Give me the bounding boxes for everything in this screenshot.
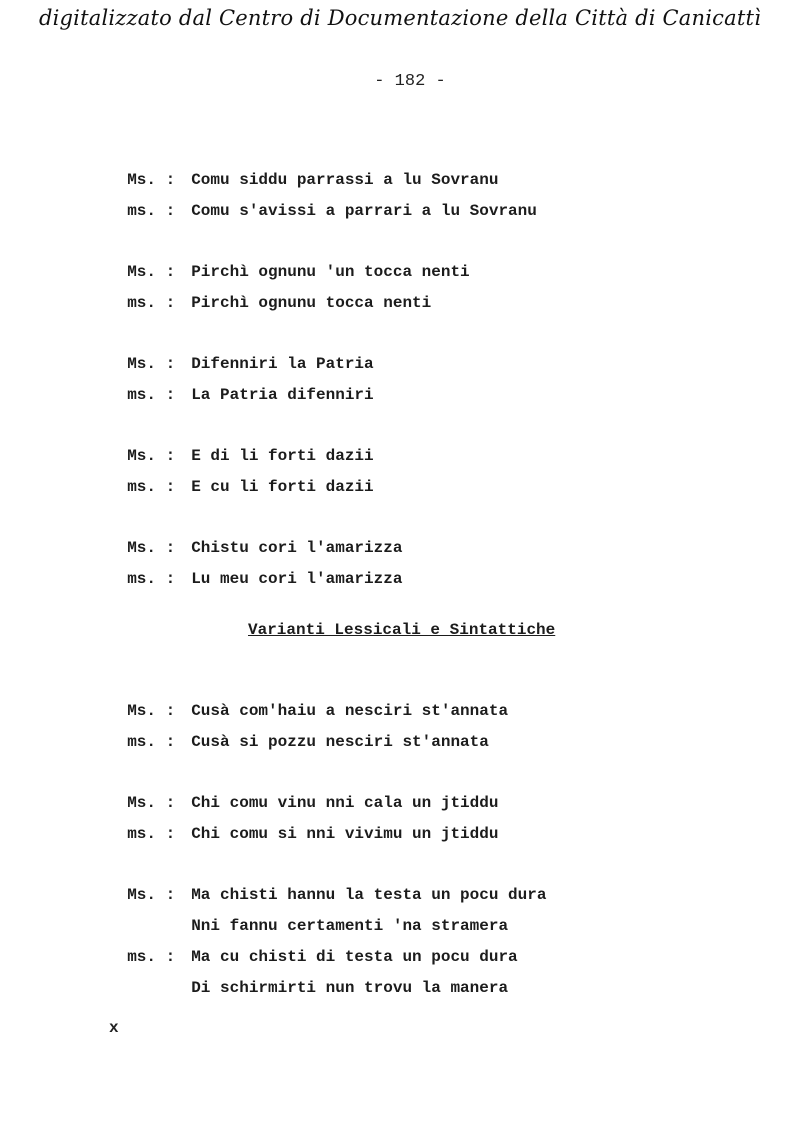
line-label: Ms. : <box>127 886 176 904</box>
variant-line-lower <box>108 365 374 405</box>
line-label: Ms. : <box>127 171 176 189</box>
line-text: Comu siddu parrassi a lu Sovranu <box>191 171 499 189</box>
line-label: ms. : <box>127 294 176 312</box>
line-label: Ms. : <box>127 447 176 465</box>
line-label: ms. : <box>127 733 176 751</box>
header-credit: digitalizzato dal Centro di Documentazione della Città di Canicattì <box>38 6 762 30</box>
line-text: Lu meu cori l'amarizza <box>191 570 403 588</box>
line-label: Ms. : <box>127 263 176 281</box>
line-text: Chistu cori l'amarizza <box>191 539 403 557</box>
variant-line-lower <box>108 273 431 313</box>
line-label: ms. : <box>127 570 176 588</box>
line-label: ms. : <box>127 948 176 966</box>
line-label: ms. : <box>127 386 176 404</box>
variant-line-lower <box>108 804 498 844</box>
line-text: Ma chisti hannu la testa un pocu dura <box>191 886 547 904</box>
line-label: Ms. : <box>127 702 176 720</box>
line-label: ms. : <box>127 478 176 496</box>
line-label: ms. : <box>127 202 176 220</box>
line-text: Chi comu vinu nni cala un jtiddu <box>191 794 499 812</box>
end-mark: x <box>109 1019 119 1037</box>
line-text: Chi comu si nni vivimu un jtiddu <box>191 825 499 843</box>
line-text: Difenniri la Patria <box>191 355 374 373</box>
line-label: Ms. : <box>127 355 176 373</box>
variant-line-lower <box>108 181 537 221</box>
variant-line-continuation <box>172 958 508 998</box>
line-text: La Patria difenniri <box>191 386 374 404</box>
line-text: E cu li forti dazii <box>191 478 374 496</box>
line-text: Cusà com'haiu a nesciri st'annata <box>191 702 509 720</box>
line-text: Pirchì ognunu 'un tocca nenti <box>191 263 470 281</box>
line-label: Ms. : <box>127 539 176 557</box>
variant-line-lower <box>108 457 374 497</box>
line-text: Comu s'avissi a parrari a lu Sovranu <box>191 202 537 220</box>
variant-line-lower <box>108 549 402 589</box>
page-number: - 182 - <box>374 72 446 91</box>
line-text: Di schirmirti nun trovu la manera <box>191 979 509 997</box>
variant-line-lower <box>108 712 489 752</box>
line-text: Nni fannu certamenti 'na stramera <box>191 917 509 935</box>
line-text: Ma cu chisti di testa un pocu dura <box>191 948 518 966</box>
line-label: ms. : <box>127 825 176 843</box>
line-label: Ms. : <box>127 794 176 812</box>
line-text: E di li forti dazii <box>191 447 374 465</box>
line-text: Cusà si pozzu nesciri st'annata <box>191 733 489 751</box>
section-heading: Varianti Lessicali e Sintattiche <box>248 621 556 639</box>
line-text: Pirchì ognunu tocca nenti <box>191 294 432 312</box>
